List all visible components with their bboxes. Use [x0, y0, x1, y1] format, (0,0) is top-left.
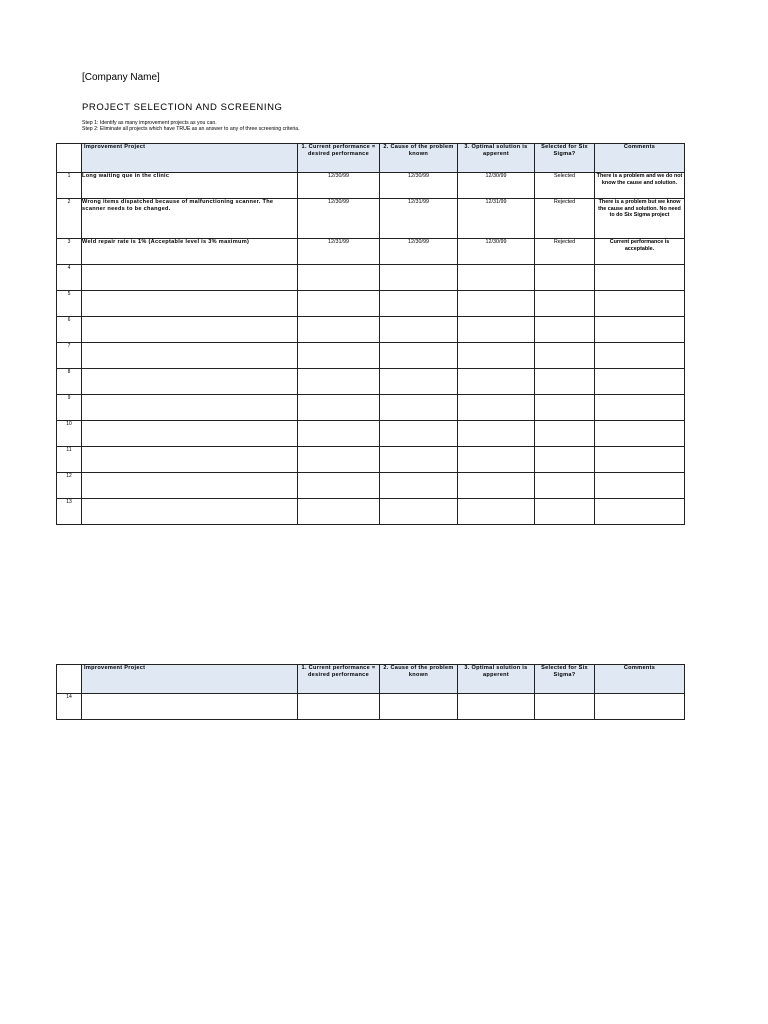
cell-solution-apparent[interactable]	[458, 421, 535, 447]
cell-comments[interactable]	[595, 694, 685, 720]
cell-improvement-project[interactable]	[82, 447, 298, 473]
cell-selected[interactable]	[535, 317, 595, 343]
cell-cause-known[interactable]	[380, 265, 458, 291]
cell-improvement-project[interactable]	[82, 291, 298, 317]
row-number: 12	[57, 473, 82, 499]
cell-improvement-project[interactable]	[82, 317, 298, 343]
cell-selected[interactable]: Rejected	[535, 199, 595, 239]
cell-cause-known[interactable]	[380, 317, 458, 343]
header-current-performance: 1. Current performance = desired performance	[298, 665, 380, 694]
cell-cause-known[interactable]	[380, 499, 458, 525]
cell-cause-known[interactable]	[380, 291, 458, 317]
header-comments: Comments	[595, 144, 685, 173]
cell-improvement-project[interactable]	[82, 395, 298, 421]
cell-solution-apparent[interactable]	[458, 291, 535, 317]
table-row	[57, 447, 685, 473]
header-number	[57, 144, 82, 173]
cell-current-performance[interactable]	[298, 447, 380, 473]
cell-solution-apparent[interactable]	[458, 473, 535, 499]
cell-solution-apparent[interactable]: 12/31/99	[458, 199, 535, 239]
cell-improvement-project[interactable]	[82, 369, 298, 395]
cell-improvement-project[interactable]	[82, 265, 298, 291]
cell-solution-apparent[interactable]	[458, 395, 535, 421]
cell-comments[interactable]	[595, 499, 685, 525]
row-number: 1	[57, 173, 82, 199]
header-row	[57, 144, 685, 173]
cell-comments[interactable]	[595, 421, 685, 447]
screening-table-continued	[56, 664, 685, 720]
cell-current-performance[interactable]: 12/31/99	[298, 239, 380, 265]
table-row	[57, 291, 685, 317]
cell-selected[interactable]	[535, 343, 595, 369]
company-name: [Company Name]	[82, 72, 160, 83]
cell-current-performance[interactable]	[298, 265, 380, 291]
cell-improvement-project[interactable]	[82, 343, 298, 369]
cell-cause-known[interactable]	[380, 694, 458, 720]
cell-comments[interactable]	[595, 265, 685, 291]
cell-improvement-project[interactable]: Long waiting que in the clinic	[82, 173, 298, 199]
cell-current-performance[interactable]	[298, 343, 380, 369]
cell-solution-apparent[interactable]	[458, 447, 535, 473]
instructions	[82, 120, 300, 132]
table-row	[57, 239, 685, 265]
cell-selected[interactable]	[535, 473, 595, 499]
header-improvement-project: Improvement Project	[82, 144, 298, 173]
row-number: 11	[57, 447, 82, 473]
cell-comments[interactable]	[595, 343, 685, 369]
row-number: 6	[57, 317, 82, 343]
cell-improvement-project[interactable]	[82, 694, 298, 720]
cell-solution-apparent[interactable]	[458, 369, 535, 395]
table-row	[57, 473, 685, 499]
row-number: 8	[57, 369, 82, 395]
row-number: 13	[57, 499, 82, 525]
cell-cause-known[interactable]: 12/31/99	[380, 199, 458, 239]
header-solution-apparent: 3. Optimal solution is apperent	[458, 144, 535, 173]
cell-comments[interactable]	[595, 317, 685, 343]
cell-current-performance[interactable]: 12/30/99	[298, 199, 380, 239]
cell-cause-known[interactable]: 12/30/99	[380, 239, 458, 265]
cell-selected[interactable]	[535, 369, 595, 395]
cell-improvement-project[interactable]	[82, 499, 298, 525]
row-number: 9	[57, 395, 82, 421]
cell-current-performance[interactable]	[298, 369, 380, 395]
row-number: 14	[57, 694, 82, 720]
header-selected: Selected for Six Sigma?	[535, 665, 595, 694]
step-1-text: Step 1: Identify as many improvement projects as you can.	[82, 120, 217, 126]
row-number: 5	[57, 291, 82, 317]
cell-current-performance[interactable]	[298, 499, 380, 525]
cell-cause-known[interactable]: 12/30/99	[380, 173, 458, 199]
cell-selected[interactable]: Rejected	[535, 239, 595, 265]
cell-solution-apparent[interactable]	[458, 499, 535, 525]
cell-comments[interactable]: There is a problem and we do not know the cause and solution.	[595, 173, 685, 199]
table-row	[57, 343, 685, 369]
cell-solution-apparent[interactable]	[458, 343, 535, 369]
table-row	[57, 395, 685, 421]
header-selected: Selected for Six Sigma?	[535, 144, 595, 173]
cell-solution-apparent[interactable]	[458, 265, 535, 291]
cell-improvement-project[interactable]: Weld repair rate is 1% (Acceptable level is 3% maximum)	[82, 239, 298, 265]
screening-table	[56, 143, 685, 525]
cell-current-performance[interactable]	[298, 395, 380, 421]
cell-current-performance[interactable]	[298, 421, 380, 447]
table-row	[57, 369, 685, 395]
table-row	[57, 265, 685, 291]
cell-current-performance[interactable]	[298, 473, 380, 499]
cell-selected[interactable]	[535, 291, 595, 317]
cell-improvement-project[interactable]	[82, 421, 298, 447]
row-number: 10	[57, 421, 82, 447]
table-row	[57, 199, 685, 239]
header-number	[57, 665, 82, 694]
cell-cause-known[interactable]	[380, 421, 458, 447]
cell-comments[interactable]	[595, 369, 685, 395]
step-2-text: Step 2: Eliminate all projects which have TRUE as an answer to any of three screening criteria.	[82, 126, 300, 133]
cell-selected[interactable]	[535, 447, 595, 473]
cell-cause-known[interactable]	[380, 369, 458, 395]
cell-solution-apparent[interactable]	[458, 694, 535, 720]
table-row	[57, 173, 685, 199]
cell-selected[interactable]	[535, 421, 595, 447]
row-number: 7	[57, 343, 82, 369]
header-current-performance: 1. Current performance = desired performance	[298, 144, 380, 173]
cell-selected[interactable]	[535, 395, 595, 421]
row-number: 4	[57, 265, 82, 291]
header-comments: Comments	[595, 665, 685, 694]
cell-improvement-project[interactable]: Wrong items dispatched because of malfunctioning scanner. The scanner needs to be changed.	[82, 199, 298, 239]
cell-comments[interactable]: There is a problem but we know the cause and solution. No need to do Six Sigma project	[595, 199, 685, 239]
cell-comments[interactable]	[595, 395, 685, 421]
cell-cause-known[interactable]	[380, 343, 458, 369]
header-solution-apparent: 3. Optimal solution is apperent	[458, 665, 535, 694]
cell-solution-apparent[interactable]: 12/30/99	[458, 239, 535, 265]
row-number: 2	[57, 199, 82, 239]
cell-current-performance[interactable]: 12/30/99	[298, 173, 380, 199]
table-row	[57, 694, 685, 720]
header-improvement-project: Improvement Project	[82, 665, 298, 694]
cell-cause-known[interactable]	[380, 473, 458, 499]
cell-current-performance[interactable]	[298, 317, 380, 343]
cell-selected[interactable]: Selected	[535, 173, 595, 199]
header-cause-known: 2. Cause of the problem known	[380, 144, 458, 173]
cell-current-performance[interactable]	[298, 291, 380, 317]
cell-comments[interactable]: Current performance is acceptable.	[595, 239, 685, 265]
page-title: PROJECT SELECTION AND SCREENING	[82, 102, 283, 113]
cell-comments[interactable]	[595, 447, 685, 473]
cell-solution-apparent[interactable]: 12/30/99	[458, 173, 535, 199]
row-number: 3	[57, 239, 82, 265]
table-row	[57, 499, 685, 525]
table-row	[57, 421, 685, 447]
cell-improvement-project[interactable]	[82, 473, 298, 499]
header-cause-known: 2. Cause of the problem known	[380, 665, 458, 694]
cell-selected[interactable]	[535, 694, 595, 720]
cell-selected[interactable]	[535, 499, 595, 525]
cell-cause-known[interactable]	[380, 395, 458, 421]
table-row	[57, 317, 685, 343]
cell-selected[interactable]	[535, 265, 595, 291]
cell-comments[interactable]	[595, 473, 685, 499]
cell-current-performance[interactable]	[298, 694, 380, 720]
cell-cause-known[interactable]	[380, 447, 458, 473]
cell-solution-apparent[interactable]	[458, 317, 535, 343]
cell-comments[interactable]	[595, 291, 685, 317]
header-row	[57, 665, 685, 694]
